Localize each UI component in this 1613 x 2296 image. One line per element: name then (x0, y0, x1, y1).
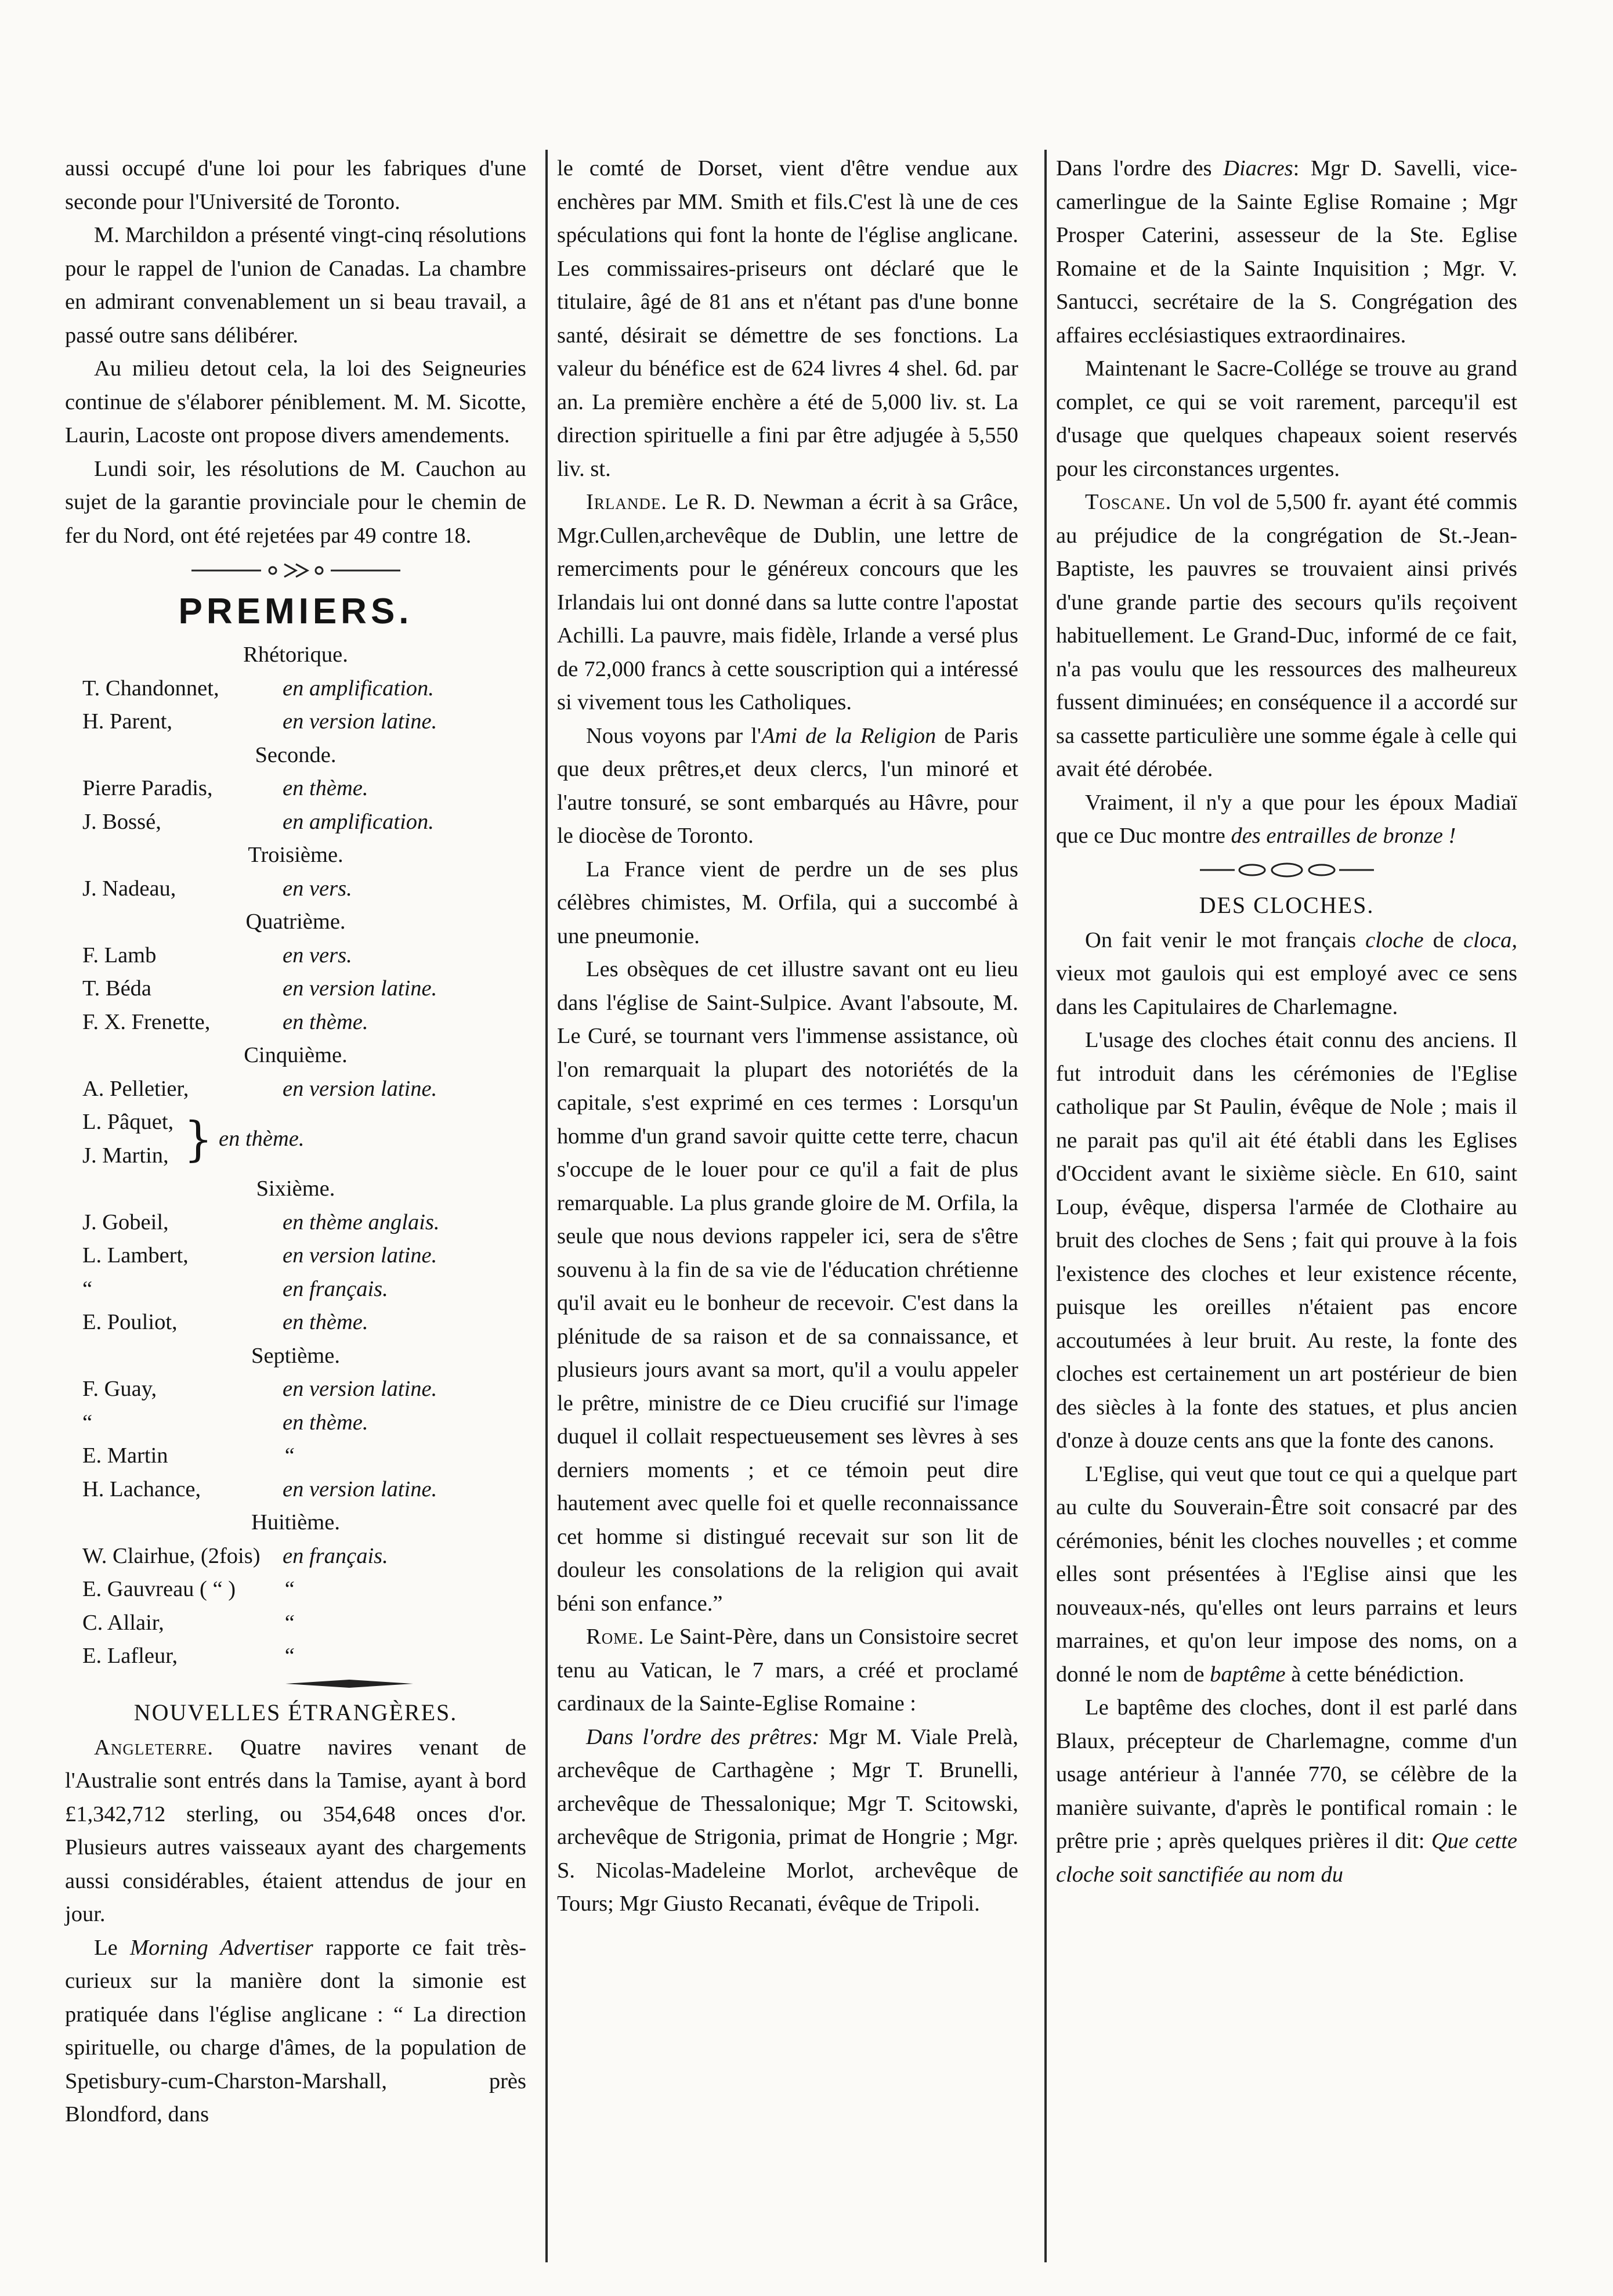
section-label: Rome. (586, 1624, 645, 1649)
paragraph: M. Marchildon a présenté vingt-cinq résolutions pour le rappel de l'union de Canadas. La chambre en admirant convenablement un si beau travail, a passé outre sans délibérer. (65, 223, 526, 348)
prize-row (65, 772, 526, 806)
prize-name: J. Gobeil, (82, 1210, 169, 1234)
prize-name: T. Béda (82, 976, 152, 1001)
class-title: Sixième. (256, 1176, 335, 1201)
prize-name: F. X. Frenette, (82, 1009, 211, 1034)
paragraph-text: Le baptême des cloches, dont il est parlé dans Blaux, précepteur de Charlemagne, comme d'un usage antérieur à l'année 770, se célèbre de la manière suivante, d'après le pontifical romain : le prêtre prie ; après quelques prières il dit: (1056, 1695, 1517, 1853)
paragraph-text: vieux mot gaulois qui est employé avec ce sens dans les Capitulaires de Charlemagne. (1056, 961, 1517, 1019)
paragraph: Les obsèques de cet illustre savant ont eu lieu dans l'église de Saint-Sulpice. Avant l'absoute, M. Le Curé, se tournant vers l'immense assistance, où l'on remarquait la plupart des notoriétés de la capitale, s'est exprimé en ces termes : Lorsqu'un homme d'un grand savoir quitte cette terre, chacun s'occupe de le louer pour ce qu'il a fait de plus remarquable. La plus grande gloire de M. Orfila, la seule que nous devions rappeler ici, sera de s'être souvenu à la fin de sa vie de l'éducation chrétienne qu'il avait eu le bonheur de recevoir. C'est dans la plénitude de sa raison et de sa connaissance, et plusieurs jours avant sa mort, qu'il a voulu appeler le prêtre, ministre de ce Dieu crucifié sur l'image duquel il collait respectueusement ses lèvres à ses derniers moments ; et ce témoin peut dire hautement avec quelle foi et quelle reconnaissance cet homme si distingué recevait sur son lit de douleur les consolations de la religion qui avait béni son enfance.” (557, 957, 1018, 1616)
prize-name: E. Lafleur, (82, 1644, 178, 1668)
paragraph (1056, 1458, 1517, 1692)
prize-row (65, 1006, 526, 1039)
paragraph: Au milieu detout cela, la loi des Seigneuries continue de s'élaborer péniblement. M. M. Sicotte, Laurin, Lacoste ont propose divers amendements. (65, 356, 526, 447)
prize-subject: en vers. (283, 876, 352, 901)
prize-subject: “ (283, 1644, 295, 1668)
class-title: Rhétorique. (243, 642, 348, 667)
newspaper-name: Ami de la Religion (761, 723, 936, 748)
premiers-heading: PREMIERS. (178, 591, 413, 631)
prize-subject: en amplification. (283, 676, 434, 701)
prize-name: W. Clairhue, (2fois) (82, 1543, 261, 1568)
column-1 (65, 152, 526, 2132)
prize-subject: en version latine. (283, 976, 437, 1001)
paragraph (1056, 486, 1517, 786)
section-label: Irlande. (586, 490, 667, 514)
paragraph-text: Nous voyons par l' (586, 723, 761, 748)
section-label: Angleterre. (94, 1735, 214, 1760)
prize-subject: en vers. (283, 943, 352, 968)
paragraph-text: de (1433, 927, 1454, 952)
prize-list (65, 638, 526, 1106)
prize-subject: en français. (283, 1276, 388, 1301)
paragraph (65, 1932, 526, 2132)
paragraph-text: Le Saint-Père, dans un Consistoire secret tenu au Vatican, le 7 mars, a créé et proclamé cardinaux de la Sainte-Eglise Romaine : (557, 1624, 1018, 1716)
prize-row (65, 939, 526, 973)
prize-subject: en version latine. (283, 1243, 437, 1268)
paragraph: La France vient de perdre un de ses plus célèbres chimistes, M. Orfila, qui a succombé à une pneumonie. (557, 857, 1018, 948)
paragraph (1056, 924, 1517, 1024)
order-label: Dans l'ordre des prêtres: (586, 1724, 820, 1749)
paragraph: Lundi soir, les résolutions de M. Cauchon au sujet de la garantie provinciale pour le chemin de fer du Nord, ont été rejetées par 49 contre 18. (65, 456, 526, 548)
prize-name: T. Chandonnet, (82, 676, 219, 701)
prize-name: L. Pâquet, (82, 1110, 174, 1134)
paragraph (1056, 1691, 1517, 1891)
prize-name: J. Martin, (82, 1143, 169, 1168)
emphasis-text: Que cette cloche soit sanctifiée au nom du (1056, 1829, 1517, 1887)
prize-row (65, 1239, 526, 1273)
prize-subject: en thème. (283, 1410, 368, 1435)
prize-name: F. Guay, (82, 1377, 157, 1401)
paragraph-text: Le R. D. Newman a écrit à sa Grâce, Mgr.Cullen,archevêque de Dublin, une lettre de remerciments pour le généreux concours que les Irlandais lui ont donné dans sa lutte contre l'apostat Achilli. La pauvre, mais fidèle, Irlande a versé plus de 72,000 francs à cette souscription qui a intéressé si vivement tous les Catholiques. (557, 490, 1019, 714)
prize-subject: en thème. (283, 776, 368, 800)
prize-subject: en version latine. (283, 1476, 437, 1501)
paragraph-text: Dans l'ordre des (1056, 156, 1212, 180)
column-rule (545, 150, 548, 2262)
ornament-divider (186, 561, 406, 580)
prize-name: H. Lachance, (82, 1476, 201, 1501)
prize-subject: en thème. (283, 1009, 368, 1034)
paragraph-text: Le (94, 1935, 118, 1960)
paragraph (1056, 786, 1517, 853)
prize-row (65, 1073, 526, 1106)
paragraph: L'usage des cloches était connu des anciens. Il fut introduit dans les cérémonies de l'Eglise catholique par St Paulin, évêque de Nole ; mais il ne parait pas qu'il ait été établi dans les Eglises d'Occident avant le sixième siècle. En 610, saint Loup, évêque, dispersa l'armée de Clothaire au bruit des cloches de Sens ; fait qui prouve à la fois l'existence des cloches et leur existence récente, puisque les oreilles n'étaient pas encore accoutumées à leur bruit. Au reste, la fonte des cloches est certainement un art postérieur de bien des siècles à la fonte des statues, et plus ancien d'onze à douze cents ans que la fonte des canons. (1056, 1028, 1517, 1453)
paragraph-text: rapporte ce fait très-curieux sur la manière dont la simonie est pratiquée dans l'église anglicane : “ La direction spirituelle, ou charge d'âmes, de la population de Spetisbury-cum-Charston-Marshall, près Blondford, dans (65, 1935, 527, 2127)
prize-name: “ (82, 1410, 93, 1435)
prize-row (65, 1573, 526, 1607)
prize-name: L. Lambert, (82, 1243, 189, 1268)
emphasis-text: cloca, (1463, 927, 1518, 952)
prize-subject: “ (283, 1443, 295, 1468)
prize-row (65, 1273, 526, 1306)
paragraph (557, 486, 1018, 720)
paragraph (557, 1620, 1018, 1721)
prize-subject: “ (283, 1577, 295, 1601)
prize-row (65, 1473, 526, 1507)
prize-name: Pierre Paradis, (82, 776, 213, 800)
prize-subject: en thème anglais. (283, 1210, 440, 1234)
prize-row (65, 705, 526, 739)
paragraph (557, 1721, 1018, 1921)
section-label: Toscane. (1085, 490, 1172, 514)
prize-row (65, 872, 526, 906)
prize-subject: “ (283, 1610, 295, 1635)
order-label: Diacres (1223, 156, 1293, 180)
prize-subject: en français. (283, 1543, 388, 1568)
paragraph (65, 1731, 526, 1932)
paragraph-text: : Mgr D. Savelli, vice-camerlingue de la Sainte Eglise Romaine ; Mgr Prosper Caterini, assesseur de la Ste. Eglise Romaine et de la Sainte Inquisition ; Mgr. V. Santucci, secrétaire de la S. Congrégation des affaires ecclésiastiques extraordinaires. (1056, 156, 1518, 348)
prize-row (65, 1406, 526, 1440)
prize-row (65, 1206, 526, 1240)
paragraph-text: Quatre navires venant de l'Australie sont entrés dans la Tamise, ayant à bord £1,342,712 sterling, ou 354,648 onces d'or. Plusieurs autres vaisseaux ayant des chargements aussi considérables, étaient attendus de jour en jour. (65, 1735, 527, 1926)
prize-row (65, 1439, 526, 1473)
paragraph-text: de Paris que deux prêtres,et deux clercs, l'un minoré et l'autre tonsuré, se sont embarqués au Hâvre, pour le diocèse de Toronto. (557, 723, 1019, 848)
column-2 (557, 152, 1018, 1921)
prize-name: H. Parent, (82, 709, 173, 734)
paragraph-text: à cette bénédiction. (1291, 1662, 1464, 1687)
prize-subject: en thème. (283, 1310, 368, 1334)
paragraph-text: Un vol de 5,500 fr. ayant été commis au préjudice de la congrégation de St.-Jean-Baptiste, les pauvres se trouvaient ainsi privés d'une grande partie des secours qu'ils reçoivent habituellement. Le Grand-Duc, informé de ce fait, n'a pas voulu que les ressources des malheureux fussent diminuées; en conséquence il a accordé sur sa cassette particulière une somme égale à celle qui avait été dérobée. (1056, 490, 1518, 781)
emphasis-text: cloche (1365, 927, 1424, 952)
newspaper-name: Morning Advertiser (129, 1935, 313, 1960)
rule-ornament (285, 1678, 413, 1689)
prize-list (65, 1172, 526, 1673)
class-title: Seconde. (255, 742, 337, 767)
paragraph-text: Vraiment, il n'y a que pour les époux Madiaï que ce Duc montre (1056, 790, 1517, 848)
prize-row (65, 1306, 526, 1340)
ornament-divider (1200, 861, 1374, 879)
prize-name: C. Allair, (82, 1610, 164, 1635)
paragraph-text: Mgr M. Viale Prelà, archevêque de Carthagène ; Mgr T. Brunelli, archevêque de Thessalonique; Mgr T. Scitowski, archevêque de Strigonia, primat de Hongrie ; Mgr. S. Nicolas-Madeleine Morlot, archevêque de Tours; Mgr Giusto Recanati, évêque de Tripoli. (557, 1724, 1018, 1916)
class-title: Huitième. (251, 1510, 340, 1535)
prize-subject: en amplification. (283, 809, 434, 834)
prize-name: “ (82, 1276, 93, 1301)
class-title: Cinquième. (244, 1043, 348, 1067)
prize-row (65, 1640, 526, 1673)
class-title: Septième. (251, 1343, 340, 1368)
paragraph: le comté de Dorset, vient d'être vendue aux enchères par MM. Smith et fils.C'est là une de ces spéculations qui font la honte de l'église anglicane. Les commissaires-priseurs ont déclaré que le titulaire, âgé de 81 ans et n'étant pas d'une bonne santé, désirait se démettre de ses fonctions. La valeur du bénéfice est de 624 livres 4 shel. 6d. par an. La première enchère a été de 5,000 liv. st. La direction spirituelle a fini par être adjugée à 5,550 liv. st. (557, 156, 1018, 481)
prize-name: J. Nadeau, (82, 876, 176, 901)
prize-subject: en version latine. (283, 1076, 437, 1101)
paragraph-text: On fait venir le mot français (1085, 927, 1357, 952)
prize-subject: en thème. (219, 1126, 305, 1151)
class-title: Quatrième. (245, 909, 346, 934)
class-title: Troisième. (248, 843, 343, 867)
paragraph (557, 720, 1018, 853)
prize-row (65, 1607, 526, 1640)
prize-subject: en version latine. (283, 1377, 437, 1401)
des-cloches-heading: DES CLOCHES. (1199, 891, 1375, 918)
column-rule (1044, 150, 1047, 2262)
prize-name: E. Martin (82, 1443, 168, 1468)
prize-brace-group (65, 1106, 526, 1172)
prize-name: A. Pelletier, (82, 1076, 189, 1101)
prize-name: F. Lamb (82, 943, 157, 968)
paragraph: aussi occupé d'une loi pour les fabriques d'une seconde pour l'Université de Toronto. (65, 156, 526, 214)
prize-row (65, 1373, 526, 1406)
emphasis-text: des entrailles de bronze ! (1231, 824, 1456, 848)
column-3 (1056, 152, 1517, 1891)
prize-row (65, 806, 526, 839)
prize-name: E. Pouliot, (82, 1310, 178, 1334)
prize-row (65, 1540, 526, 1573)
prize-subject: en version latine. (283, 709, 437, 734)
prize-row (65, 672, 526, 706)
prize-name: J. Bossé, (82, 809, 161, 834)
paragraph-text: L'Eglise, qui veut que tout ce qui a quelque part au culte du Souverain-Être soit consacré par des cérémonies, bénit les cloches nouvelles ; et comme elles sont présentées à l'Eglise ainsi que les nouveaux-nés, qu'elles ont leurs parrains et leurs marraines, et qu'on leur impose des noms, on a donné le nom de (1056, 1461, 1517, 1687)
brace-glyph: } (184, 1111, 213, 1167)
nouvelles-etrangeres-heading: NOUVELLES ÉTRANGÈRES. (133, 1699, 458, 1725)
emphasis-text: baptême (1210, 1662, 1286, 1687)
paragraph: Maintenant le Sacre-Collége se trouve au grand complet, ce qui se voit rarement, parcequ'il est d'usage que quelques chapeaux soient reservés pour les circonstances urgentes. (1056, 356, 1517, 481)
prize-row (65, 972, 526, 1006)
prize-name: E. Gauvreau ( “ ) (82, 1577, 236, 1601)
paragraph (1056, 152, 1517, 352)
